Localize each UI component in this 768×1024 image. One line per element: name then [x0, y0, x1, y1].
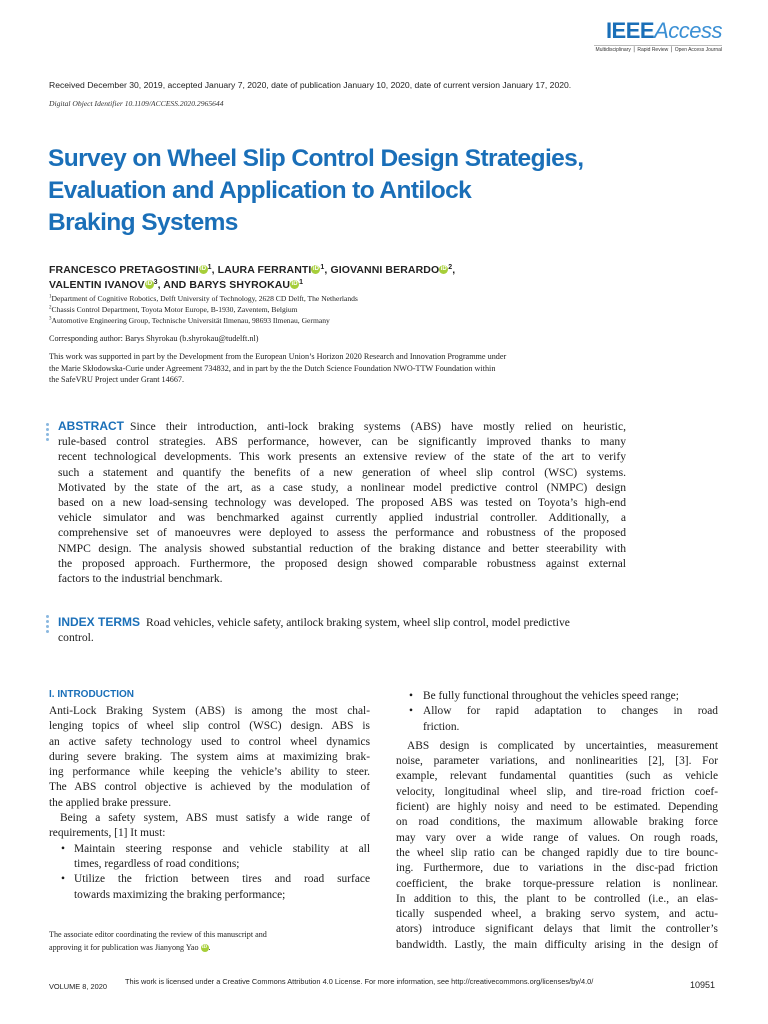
list-item — [396, 689, 718, 704]
paper-title — [48, 143, 668, 239]
orcid-icon[interactable]: iD — [146, 281, 153, 287]
author-affiliation-mark: 2 — [448, 264, 453, 271]
funding-line: the Marie Skłodowska-Curie under Agreement 734832, and in part by the the Dutch Science Foundation NWO-TTW Foundation within — [49, 363, 496, 373]
index-terms-line: control. — [58, 631, 94, 645]
affiliation-number: 2 — [49, 305, 52, 311]
abstract-line: recent technological developments. This work presents an extensive review of the state of the art to verify — [58, 450, 626, 464]
body-line: In addition to this, the plant to be controlled (i.e., an elas- — [396, 892, 718, 905]
journal-logo — [594, 18, 722, 44]
body-line: ing performance while keeping the vehicle’s ability to steer. — [49, 766, 370, 779]
body-line: The ABS control objective is achieved by the modulation of — [49, 781, 370, 794]
bullet-icon: • — [61, 873, 65, 886]
body-line: requirements, [1] It must: — [49, 827, 166, 840]
list-item-line: times, regardless of road conditions; — [74, 857, 240, 870]
section-heading: I. INTRODUCTION — [49, 689, 134, 700]
page-number: 10951 — [690, 980, 716, 990]
affiliation-text: Chassis Control Department, Toyota Motor Europe, B-1930, Zaventem, Belgium — [51, 305, 298, 314]
orcid-icon[interactable]: iD — [312, 266, 320, 272]
author-affiliation-mark: 1 — [320, 264, 325, 271]
body-line: ators) introduce significant delays that limit the controller’s — [396, 923, 718, 936]
body-line: Being a safety system, ABS must satisfy a wide range of — [60, 812, 370, 825]
abstract-line: comprehensive set of manoeuvres were deployed to assess the performance and robustness of the proposed — [58, 526, 626, 540]
author-name: GIOVANNI BERARDO — [330, 264, 440, 276]
abstract-line: NMPC design. The analysis showed substantial reduction of the braking distance and better steerability with — [58, 541, 626, 555]
body-line: may vary over a wide range of values. On rough roads, — [396, 831, 718, 844]
author-list — [49, 264, 455, 276]
list-item-line: Utilize the friction between tires and road surface — [74, 873, 370, 886]
abstract-line: ABSTRACT Since their introduction, anti-lock braking systems (ABS) have mostly relied on heuristic, — [58, 419, 626, 433]
author-affiliation-mark: 3 — [153, 279, 158, 286]
body-line: Anti-Lock Braking System (ABS) is among the most chal- — [49, 705, 370, 717]
funding-line: This work was supported in part by the Development from the European Union’s Horizon 2020 Research and Innovation Programme under — [49, 352, 507, 361]
logo-divider — [594, 45, 722, 46]
body-line: velocity, longitudinal wheel slip, and tire-road friction coef- — [396, 785, 718, 798]
body-line: bandwidth. Lastly, the main difficulty arising in the design of — [396, 938, 718, 951]
doi-identifier: Digital Object Identifier 10.1109/ACCESS.2020.2965644 — [49, 99, 224, 108]
body-line: noise, parameter variations, and nonlinearities [2], [3]. For — [396, 755, 718, 768]
logo-access-text: Access — [654, 18, 722, 43]
left-column — [49, 704, 370, 903]
body-line: lenging topics of wheel slip control (WSC) design. ABS is — [49, 720, 370, 733]
body-line: ABS design is complicated by uncertainties, measurement — [407, 739, 718, 752]
index-terms-line: INDEX TERMS Road vehicles, vehicle safety, antilock braking system, wheel slip control, model predictive — [58, 615, 570, 629]
footnote — [49, 928, 370, 954]
abstract-label: ABSTRACT — [58, 419, 124, 433]
list-item-line: Allow for rapid adaptation to changes in road — [423, 705, 718, 718]
affiliation — [49, 316, 330, 325]
logo-ieee-text: IEEE — [605, 18, 655, 43]
body-line: ing. Furthermore, due to variations in the disc-pad friction — [396, 862, 718, 875]
abstract-line: Motivated by the state of the art, as a case study, a nonlinear model predictive control (NMPC) design — [58, 480, 626, 494]
author-name: LAURA FERRANTI — [217, 264, 312, 276]
abstract — [58, 419, 626, 586]
author-affiliation-mark: 1 — [299, 279, 304, 286]
index-terms-marker-icon — [46, 615, 49, 635]
abstract-line: factors to the industrial benchmark. — [58, 572, 223, 586]
index-terms — [58, 615, 626, 645]
abstract-line: vehicle simulator and was benchmarked against currently applied industrial controller. Additionally, a — [58, 511, 626, 525]
list-item-line: Be fully functional throughout the vehicles speed range; — [423, 690, 679, 702]
abstract-line: based on a new load-sensing technology was developed. The proposed ABS was tested on Toyota’s high-end — [58, 496, 626, 510]
author-separator: , — [157, 279, 164, 291]
orcid-icon[interactable]: iD — [440, 266, 447, 272]
list-item-line: Maintain steering response and vehicle stability at all — [74, 842, 370, 855]
funding-line: the SafeVRU Project under Grant 14667. — [49, 375, 185, 385]
title-line: Braking Systems — [48, 209, 238, 236]
footnote-line: approving it for publication was Jianyong Yao iD . — [49, 943, 211, 953]
author-name: FRANCESCO PRETAGOSTINI — [49, 264, 199, 276]
abstract-line: the proposed approach. Furthermore, the proposed design showed comparable robustness against external — [58, 556, 626, 570]
list-item-line: friction. — [423, 720, 460, 733]
corresponding-author: Corresponding author: Barys Shyrokau (b.shyrokau@tudelft.nl) — [49, 334, 259, 343]
footnote-line: The associate editor coordinating the review of this manuscript and — [49, 930, 267, 939]
author-separator: , — [452, 264, 456, 276]
body-line: the applied brake pressure. — [49, 796, 172, 809]
body-line: example, relevant fundamental quantities (such as vehicle — [396, 770, 718, 783]
index-terms-label: INDEX TERMS — [58, 615, 141, 629]
affiliation — [49, 294, 358, 303]
abstract-line: such a statement and quantify the benefits of a new generation of wheel slip control (WSC) systems. — [58, 465, 626, 479]
bullet-icon: • — [409, 690, 413, 702]
body-line: tically suspended wheel, a braking servo system, and actu- — [396, 908, 718, 921]
orcid-icon[interactable]: iD — [202, 945, 208, 951]
footer-license[interactable]: This work is licensed under a Creative Commons Attribution 4.0 License. For more information, see http://creativecommons.org/licenses/by/4.0/ — [125, 977, 594, 986]
author-name: VALENTIN IVANOV — [49, 279, 145, 291]
logo-tagline: Multidisciplinary ⎪ Rapid Review ⎪ Open Access Journal — [595, 47, 722, 53]
author-affiliation-mark: 1 — [207, 264, 212, 271]
title-line: Survey on Wheel Slip Control Design Strategies, — [48, 145, 584, 172]
abstract-line: rule-based control strategies. ABS performance, however, can be significantly improved thanks to many — [58, 435, 626, 449]
title-line: Evaluation and Application to Antilock — [48, 177, 472, 204]
affiliation — [49, 305, 298, 314]
list-item — [396, 704, 718, 735]
body-line: coefficient, the brake torque-pressure relation is nonlinear. — [396, 877, 718, 890]
orcid-icon[interactable]: iD — [291, 281, 298, 287]
bullet-icon: • — [409, 705, 413, 718]
affiliation-text: Department of Cognitive Robotics, Delft University of Technology, 2628 CD Delft, The Netherlands — [51, 294, 358, 303]
footer-volume: VOLUME 8, 2020 — [49, 982, 107, 991]
right-column — [396, 689, 718, 953]
author-separator: , — [324, 264, 331, 276]
list-item — [49, 872, 370, 903]
author-list-continued — [49, 279, 303, 291]
list-item — [49, 842, 370, 873]
abstract-marker-icon — [46, 423, 49, 443]
orcid-icon[interactable]: iD — [200, 266, 207, 272]
body-line: during severe braking. The system aims at maximizing brak- — [49, 750, 370, 763]
affiliation-number: 1 — [49, 294, 52, 300]
publication-dates: Received December 30, 2019, accepted January 7, 2020, date of publication January 10, 2020, date of current version January 17, 2020. — [49, 80, 572, 90]
body-line: ficient) are highly noisy and need to be estimated. Depending — [396, 801, 718, 814]
body-line: the wheel slip ratio can be changed rapidly due to tire bounc- — [396, 846, 718, 859]
affiliation-text: Automotive Engineering Group, Technische Universität Ilmenau, 98693 Ilmenau, Germany — [51, 316, 330, 325]
author-name: AND BARYS SHYROKAU — [163, 279, 291, 291]
affiliation-number: 3 — [49, 316, 52, 322]
body-line: on road conditions, the maximum allowable braking force — [396, 816, 718, 829]
list-item-line: towards maximizing the braking performance; — [74, 888, 286, 901]
body-line: an active safety technology used to control wheel dynamics — [49, 735, 370, 748]
funding-statement — [49, 351, 629, 386]
author-separator: , — [211, 264, 218, 276]
bullet-icon: • — [61, 842, 65, 855]
